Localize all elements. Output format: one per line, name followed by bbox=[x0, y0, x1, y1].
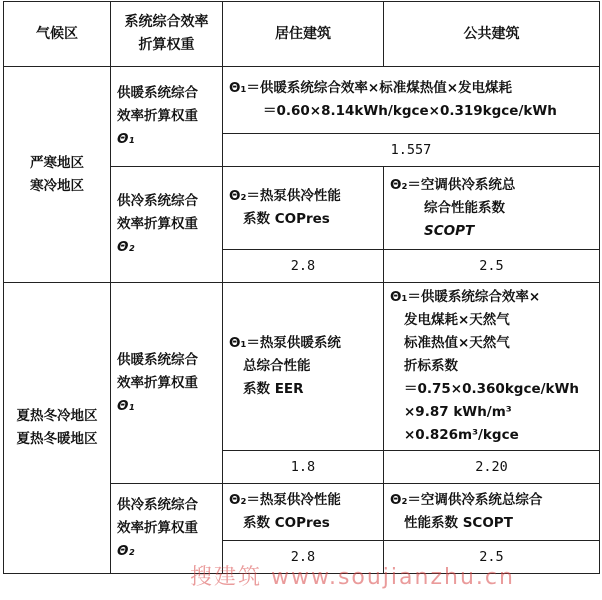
region1-cooling-res bbox=[223, 167, 384, 250]
region1-cooling-label bbox=[111, 167, 223, 283]
region2-heating-label-line3: Θ₁ bbox=[117, 397, 135, 414]
region1-cooling-pub bbox=[384, 167, 600, 250]
region1-heating-formula-line2: ＝0.60×8.14kWh/kgce×0.319kgce/kWh bbox=[263, 103, 557, 119]
region1-name-line1: 严寒地区 bbox=[30, 154, 84, 171]
region1-name-line2: 寒冷地区 bbox=[30, 177, 84, 194]
region2-heating-res bbox=[223, 283, 384, 451]
region2-cooling-pub-value: 2.5 bbox=[384, 541, 600, 574]
region2-cooling-label-line3: Θ₂ bbox=[117, 543, 135, 559]
region1-heating-label bbox=[111, 67, 223, 167]
region2-heating-res-line3: 系数 EER bbox=[243, 381, 304, 397]
region2-cooling-pub-line1: Θ₂＝空调供冷系统总综合 bbox=[390, 492, 543, 508]
region2-name-line1: 夏热冬冷地区 bbox=[16, 408, 98, 424]
region2-cooling-res bbox=[223, 484, 384, 541]
region2-heating-pub-line1: Θ₁＝供暖系统综合效率× bbox=[390, 289, 541, 305]
region2-cooling-res-line1: Θ₂＝热泵供冷性能 bbox=[229, 492, 341, 508]
region2-heating-pub-line5: ＝0.75×0.360kgce/kWh bbox=[404, 381, 580, 397]
region1-cooling-res-value: 2.8 bbox=[223, 250, 384, 283]
region2-heating-res-line2: 总综合性能 bbox=[243, 358, 311, 374]
header-weight-line2: 折算权重 bbox=[138, 37, 195, 53]
region1-heating-value: 1.557 bbox=[223, 134, 600, 167]
region1-cooling-pub-line1: Θ₂＝空调供冷系统总 bbox=[390, 176, 516, 193]
region2-heating-label-line2: 效率折算权重 bbox=[117, 374, 198, 391]
region1-heating-formula bbox=[223, 67, 600, 134]
region2-cooling-res-value: 2.8 bbox=[223, 541, 384, 574]
region2-heating-pub-line3: 标准热值×天然气 bbox=[404, 335, 510, 351]
region1-cooling-label-line3: Θ₂ bbox=[117, 239, 135, 255]
region2-cooling-res-line2: 系数 COPres bbox=[243, 515, 330, 531]
region1-heating-formula-line1: Θ₁＝供暖系统综合效率×标准煤热值×发电煤耗 bbox=[229, 80, 513, 96]
region1-heating-label-line3: Θ₁ bbox=[117, 131, 135, 147]
region1-heating-label-line2: 效率折算权重 bbox=[117, 108, 198, 124]
region2-cooling-pub bbox=[384, 484, 600, 541]
weight-table bbox=[3, 1, 600, 574]
region2-heating-pub-value: 2.20 bbox=[384, 451, 600, 484]
region2-heating-pub-line4: 折标系数 bbox=[404, 358, 458, 374]
region2-cooling-pub-line2: 性能系数 SCOPT bbox=[404, 515, 513, 531]
region1-cooling-res-line2: 系数 COPres bbox=[243, 211, 330, 227]
region2-heating-res-value: 1.8 bbox=[223, 451, 384, 484]
region2-name-line2: 夏热冬暖地区 bbox=[16, 431, 98, 447]
region1-cooling-pub-line2: 综合性能系数 bbox=[424, 199, 505, 216]
region2-heating-row bbox=[4, 283, 600, 451]
region2-heating-pub-line6: ×9.87 kWh/m³ bbox=[404, 404, 512, 420]
region1-cooling-label-line1: 供冷系统综合 bbox=[117, 193, 198, 209]
region2-heating-label bbox=[111, 283, 223, 484]
watermark: 搜建筑 www.soujianzhu.cn bbox=[190, 565, 515, 590]
region1-cooling-pub-value: 2.5 bbox=[384, 250, 600, 283]
region1-heating-label-line1: 供暖系统综合 bbox=[117, 85, 198, 101]
region2-heating-pub-line2: 发电煤耗×天然气 bbox=[404, 312, 510, 328]
region2-heating-pub bbox=[384, 283, 600, 451]
region2-heating-pub-line7: ×0.826m³/kgce bbox=[404, 427, 519, 443]
region1-name bbox=[4, 67, 111, 283]
header-row bbox=[4, 2, 600, 67]
header-public: 公共建筑 bbox=[384, 2, 600, 67]
region2-heating-label-line1: 供暖系统综合 bbox=[117, 351, 198, 368]
header-residential: 居住建筑 bbox=[223, 2, 384, 67]
header-weight bbox=[111, 2, 223, 67]
region1-cooling-label-line2: 效率折算权重 bbox=[117, 216, 198, 232]
header-weight-line1: 系统综合效率 bbox=[124, 14, 209, 30]
region2-cooling-label-line2: 效率折算权重 bbox=[117, 520, 198, 536]
region2-cooling-label-line1: 供冷系统综合 bbox=[117, 497, 198, 513]
region1-cooling-pub-line3: SCOPT bbox=[424, 222, 475, 239]
header-climate-zone: 气候区 bbox=[4, 2, 111, 67]
region1-cooling-res-line1: Θ₂＝热泵供冷性能 bbox=[229, 188, 341, 204]
region1-heating-row bbox=[4, 67, 600, 134]
region2-heating-res-line1: Θ₁＝热泵供暖系统 bbox=[229, 335, 341, 351]
region2-name bbox=[4, 283, 111, 574]
